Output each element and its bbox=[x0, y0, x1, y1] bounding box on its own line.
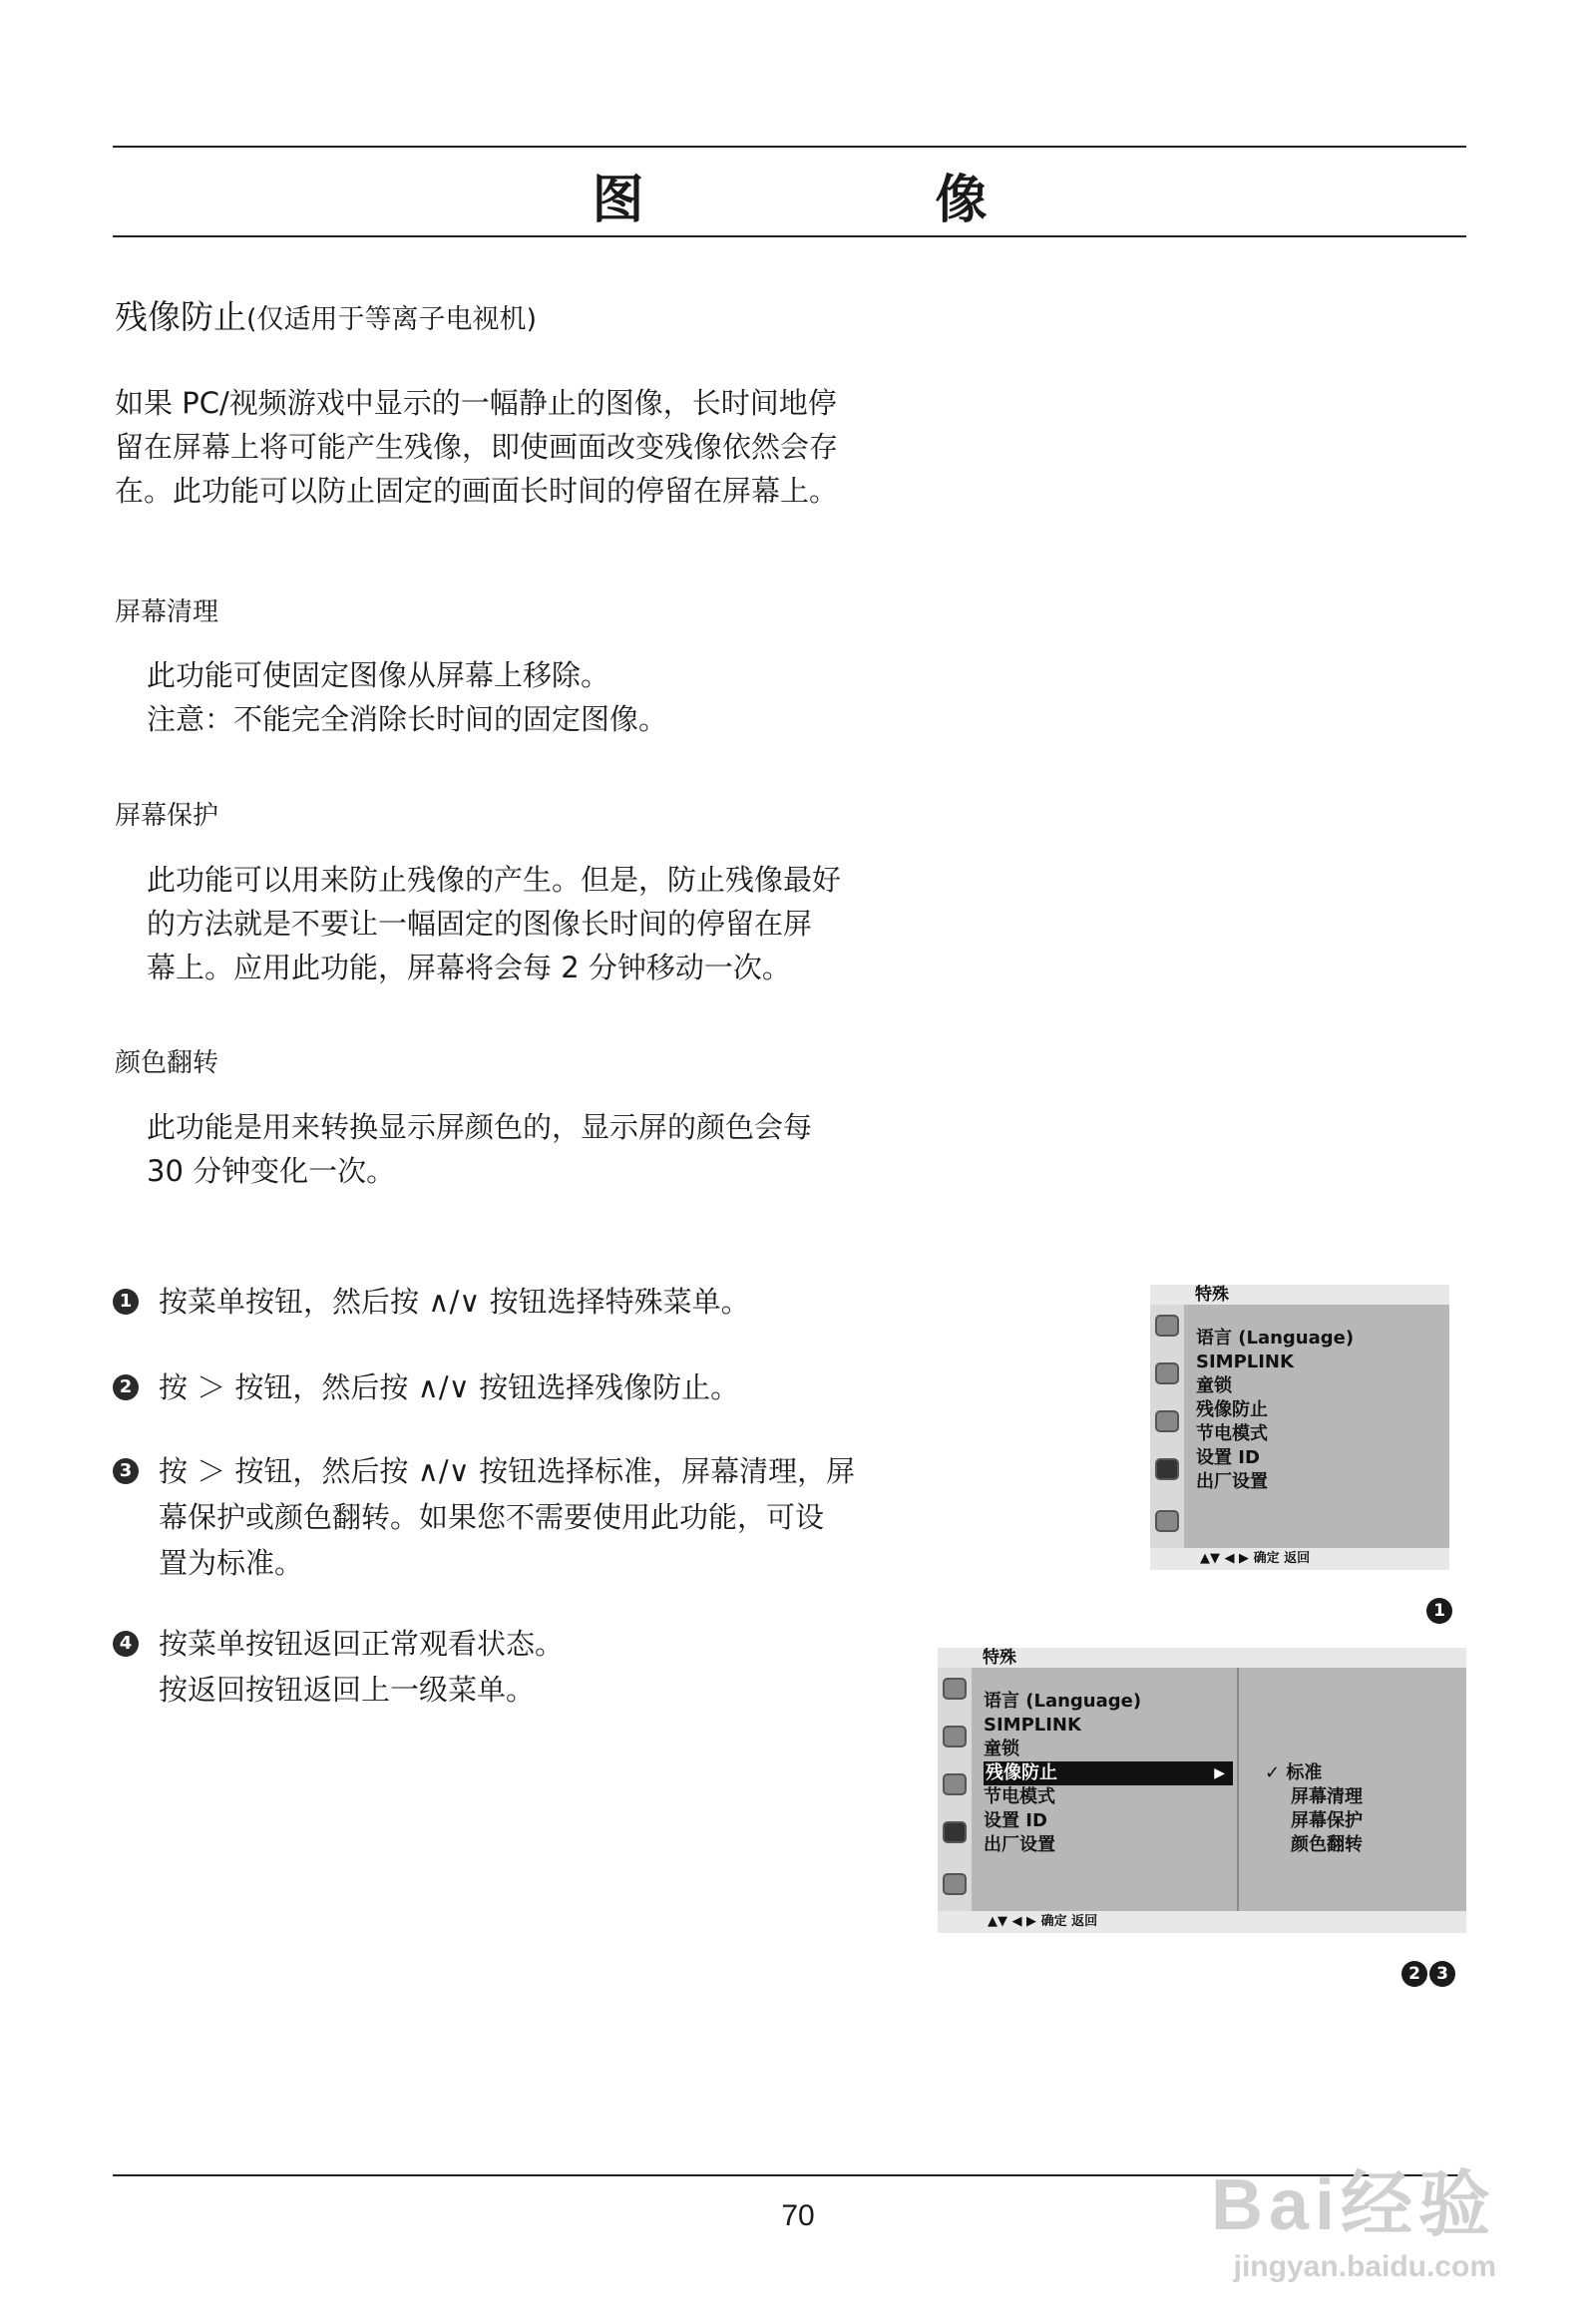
watermark-brand: Bai经验 bbox=[1210, 2165, 1496, 2245]
osd-icon-column bbox=[938, 1668, 972, 1911]
osd-item[interactable]: 出厂设置 bbox=[1196, 1471, 1268, 1492]
osd-item[interactable]: 节电模式 bbox=[1196, 1423, 1268, 1444]
step-text-3: 按 ＞ 按钮，然后按 ∧/∨ 按钮选择标准，屏幕清理，屏 幕保护或颜色翻转。如果您不需要使用此功能，可设 置为标准。 bbox=[159, 1454, 856, 1580]
baidu-watermark bbox=[1211, 2146, 1496, 2284]
top-rule bbox=[113, 146, 1466, 148]
subheading-screen-clean: 屏幕清理 bbox=[115, 597, 219, 627]
step-number-4: 4 bbox=[113, 1631, 139, 1657]
step-text-2: 按 ＞ 按钮，然后按 ∧/∨ 按钮选择残像防止。 bbox=[159, 1370, 740, 1404]
subheading-color-invert: 颜色翻转 bbox=[115, 1048, 219, 1078]
osd-menu-special bbox=[1150, 1285, 1449, 1570]
audio-icon bbox=[1155, 1410, 1179, 1432]
section-heading-text: 残像防止 bbox=[115, 297, 246, 336]
osd-menu-footer: ▲▼ ◀ ▶ 确定 返回 bbox=[938, 1911, 1466, 1933]
osd-item[interactable]: 残像防止 bbox=[1196, 1399, 1268, 1420]
osd-item[interactable]: 出厂设置 bbox=[984, 1834, 1055, 1855]
setup-icon bbox=[1155, 1315, 1179, 1337]
osd-item[interactable]: SIMPLINK bbox=[1196, 1352, 1294, 1372]
osd-item[interactable]: 语言 (Language) bbox=[984, 1691, 1142, 1712]
submenu-arrow-icon: ▶ bbox=[1214, 1765, 1225, 1781]
special-icon bbox=[943, 1873, 967, 1895]
osd-item[interactable]: 语言 (Language) bbox=[1196, 1328, 1355, 1349]
osd-item[interactable]: 设置 ID bbox=[984, 1810, 1047, 1831]
figure-badge-3: 3 bbox=[1429, 1961, 1455, 1987]
step-4 bbox=[113, 1621, 564, 1713]
page-number: 70 bbox=[781, 2199, 815, 2232]
step-text-4: 按菜单按钮返回正常观看状态。 按返回按钮返回上一级菜单。 bbox=[159, 1627, 565, 1707]
body-color-invert: 此功能是用来转换显示屏颜色的，显示屏的颜色会每 30 分钟变化一次。 bbox=[147, 1110, 813, 1188]
osd-menu-header: 特殊 bbox=[938, 1648, 1466, 1668]
osd-divider bbox=[1237, 1668, 1239, 1911]
time-icon bbox=[1155, 1458, 1179, 1480]
osd-submenu-options bbox=[1265, 1761, 1363, 1857]
step-number-1: 1 bbox=[113, 1289, 139, 1315]
watermark-url: jingyan.baidu.com bbox=[1233, 2250, 1496, 2283]
osd-item-selected-label: 残像防止 bbox=[986, 1762, 1057, 1783]
osd-item[interactable]: 设置 ID bbox=[1196, 1447, 1260, 1468]
subheading-screen-saver: 屏幕保护 bbox=[115, 801, 219, 831]
osd-option[interactable]: ✓ 标准 bbox=[1265, 1762, 1323, 1783]
osd-menu-special-submenu bbox=[938, 1648, 1466, 1933]
step-number-3: 3 bbox=[113, 1458, 139, 1484]
osd-item[interactable]: 节电模式 bbox=[984, 1786, 1055, 1807]
title-rule bbox=[113, 235, 1466, 237]
step-2 bbox=[113, 1364, 739, 1410]
osd-item-selected[interactable] bbox=[984, 1761, 1233, 1785]
osd-menu-items bbox=[984, 1690, 1233, 1857]
time-icon bbox=[943, 1821, 967, 1843]
osd-item[interactable]: 童锁 bbox=[984, 1739, 1019, 1759]
step-text-1: 按菜单按钮，然后按 ∧/∨ 按钮选择特殊菜单。 bbox=[159, 1285, 750, 1319]
special-icon bbox=[1155, 1510, 1179, 1532]
section-heading bbox=[115, 291, 537, 338]
osd-item[interactable]: 童锁 bbox=[1196, 1375, 1232, 1396]
osd-option[interactable]: 颜色翻转 bbox=[1291, 1834, 1363, 1855]
body-screen-saver: 此功能可以用来防止残像的产生。但是，防止残像最好 的方法就是不要让一幅固定的图像长时间的停留在屏 幕上。应用此功能，屏幕将会每 2 分钟移动一次。 bbox=[147, 863, 842, 984]
setup-icon bbox=[943, 1678, 967, 1700]
osd-menu-header: 特殊 bbox=[1150, 1285, 1449, 1305]
body-screen-clean: 此功能可使固定图像从屏幕上移除。 注意：不能完全消除长时间的固定图像。 bbox=[147, 658, 668, 736]
osd-menu-footer: ▲▼ ◀ ▶ 确定 返回 bbox=[1150, 1548, 1449, 1570]
section-heading-note: (仅适用于等离子电视机) bbox=[246, 304, 538, 335]
osd-menu-items bbox=[1196, 1327, 1354, 1494]
osd-item[interactable]: SIMPLINK bbox=[984, 1715, 1081, 1736]
audio-icon bbox=[943, 1773, 967, 1795]
step-1 bbox=[113, 1279, 750, 1325]
intro-paragraph: 如果 PC/视频游戏中显示的一幅静止的图像，长时间地停 留在屏幕上将可能产生残像，即使画面改变残像依然会存 在。此功能可以防止固定的画面长时间的停留在屏幕上。 bbox=[115, 386, 839, 508]
figure-badge-1: 1 bbox=[1426, 1598, 1452, 1624]
osd-icon-column bbox=[1150, 1305, 1184, 1548]
osd-option[interactable]: 屏幕保护 bbox=[1291, 1810, 1363, 1831]
osd-option[interactable]: 屏幕清理 bbox=[1291, 1786, 1363, 1807]
step-number-2: 2 bbox=[113, 1374, 139, 1400]
page-title: 图 像 bbox=[592, 171, 1107, 230]
figure-badge-2: 2 bbox=[1401, 1961, 1427, 1987]
step-3 bbox=[113, 1448, 855, 1586]
picture-icon bbox=[943, 1726, 967, 1747]
picture-icon bbox=[1155, 1362, 1179, 1384]
